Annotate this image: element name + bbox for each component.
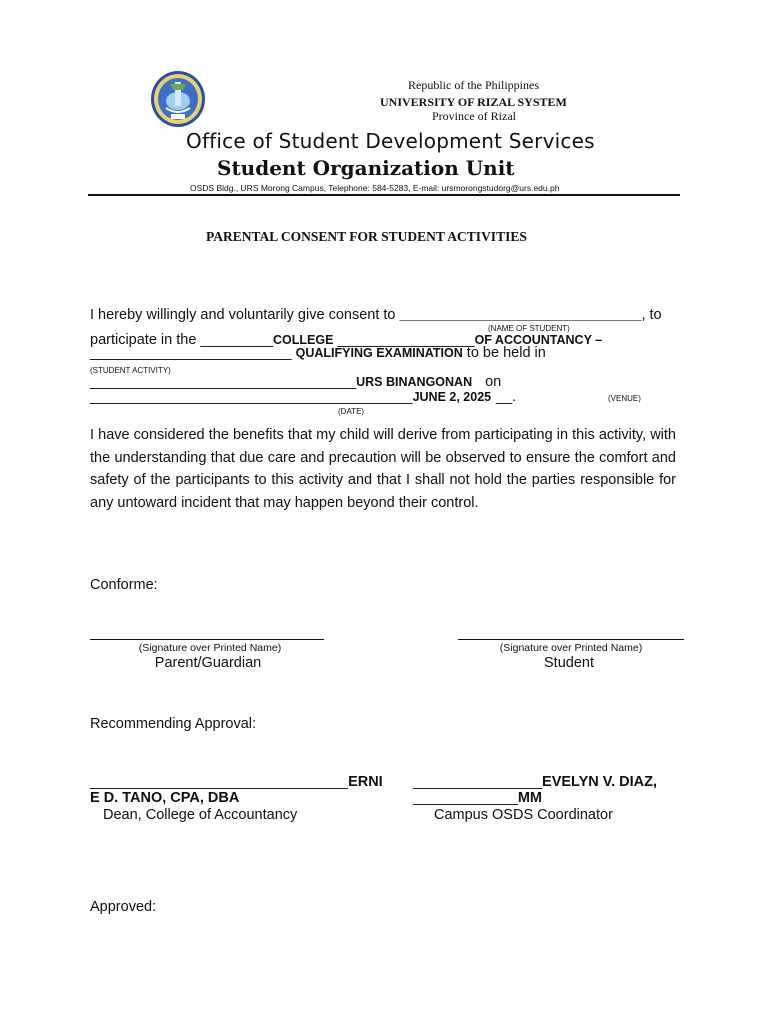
- student-name-blank[interactable]: ______________________________: [399, 307, 642, 323]
- qualifying-exam-text: QUALIFYING EXAMINATION: [295, 346, 463, 360]
- coordinator-signature-line: [413, 774, 657, 790]
- student-signature-line[interactable]: [458, 639, 684, 640]
- conforme-label: Conforme:: [90, 577, 158, 593]
- dean-name-part2: E D. TANO, CPA, DBA: [90, 790, 240, 806]
- consent-paragraph: I have considered the benefits that my child will derive from participating in this activity, with the understanding that due care and precaution will be observed to ensure the comfort and safety of the participants to this activity and that I shall not hold the parties responsible for any untoward incident that may happen beyond their control.: [90, 427, 676, 511]
- dean-title: Dean, College of Accountancy: [103, 807, 298, 823]
- name-of-student-caption: (NAME OF STUDENT): [488, 324, 570, 333]
- date-blank[interactable]: ________________________________________: [90, 389, 413, 405]
- consent-text: I hereby willingly and voluntarily give consent to: [90, 307, 400, 323]
- consent-line-5: [90, 389, 491, 405]
- province-line: Province of Rizal: [432, 109, 516, 123]
- office-title: Office of Student Development Services: [186, 129, 595, 153]
- coordinator-name-part1: EVELYN V. DIAZ,: [542, 774, 657, 790]
- parent-signature-caption: (Signature over Printed Name): [138, 642, 282, 654]
- on-text: on: [485, 374, 502, 390]
- consent-line-1: [90, 307, 662, 323]
- dean-name-part1: ERNI: [348, 774, 383, 790]
- unit-title: Student Organization Unit: [217, 156, 515, 180]
- office-address: OSDS Bldg., URS Morong Campus, Telephone: 584-5283, E-mail: ursmorongstudorg@urs.edu.ph: [190, 183, 560, 193]
- dean-signature-line: [90, 774, 383, 790]
- student-signature-caption: (Signature over Printed Name): [499, 642, 643, 654]
- coordinator-blank-2[interactable]: _____________: [413, 790, 518, 806]
- recommending-approval-label: Recommending Approval:: [90, 716, 257, 732]
- student-role: Student: [544, 655, 594, 671]
- republic-line: Republic of the Philippines: [408, 78, 539, 92]
- header-divider: [88, 194, 680, 196]
- coordinator-blank[interactable]: ________________: [413, 774, 543, 790]
- consent-text-end: , to: [641, 307, 662, 323]
- consent-line-3: [90, 345, 546, 361]
- document-title: PARENTAL CONSENT FOR STUDENT ACTIVITIES: [206, 229, 527, 244]
- venue-text: URS BINANGONAN: [356, 375, 473, 389]
- parent-role: Parent/Guardian: [154, 655, 262, 671]
- participate-text: participate in the _________: [90, 332, 274, 348]
- consent-line-4: [90, 374, 501, 390]
- coordinator-name-part2: MM: [517, 790, 543, 806]
- university-name: UNIVERSITY OF RIZAL SYSTEM: [380, 95, 567, 109]
- student-activity-caption: (STUDENT ACTIVITY): [90, 366, 171, 375]
- held-in-text: to be held in: [462, 345, 546, 361]
- activity-blank[interactable]: _________________: [333, 332, 475, 348]
- coordinator-signature-line-2: [413, 790, 542, 806]
- dean-blank[interactable]: ________________________________: [90, 774, 349, 790]
- university-seal-logo: [150, 70, 206, 128]
- venue-blank[interactable]: _________________________________: [90, 374, 357, 390]
- approved-label: Approved:: [90, 899, 157, 915]
- date-blank-end: __.: [496, 389, 517, 405]
- coordinator-title: Campus OSDS Coordinator: [434, 807, 613, 823]
- date-caption: (DATE): [338, 407, 365, 416]
- date-text: JUNE 2, 2025: [412, 390, 492, 404]
- accountancy-text: OF ACCOUNTANCY –: [474, 333, 603, 347]
- college-text: COLLEGE: [273, 333, 334, 347]
- venue-caption: (VENUE): [608, 394, 641, 403]
- activity-blank-2[interactable]: _________________________: [90, 345, 292, 361]
- parent-signature-line[interactable]: [90, 639, 324, 640]
